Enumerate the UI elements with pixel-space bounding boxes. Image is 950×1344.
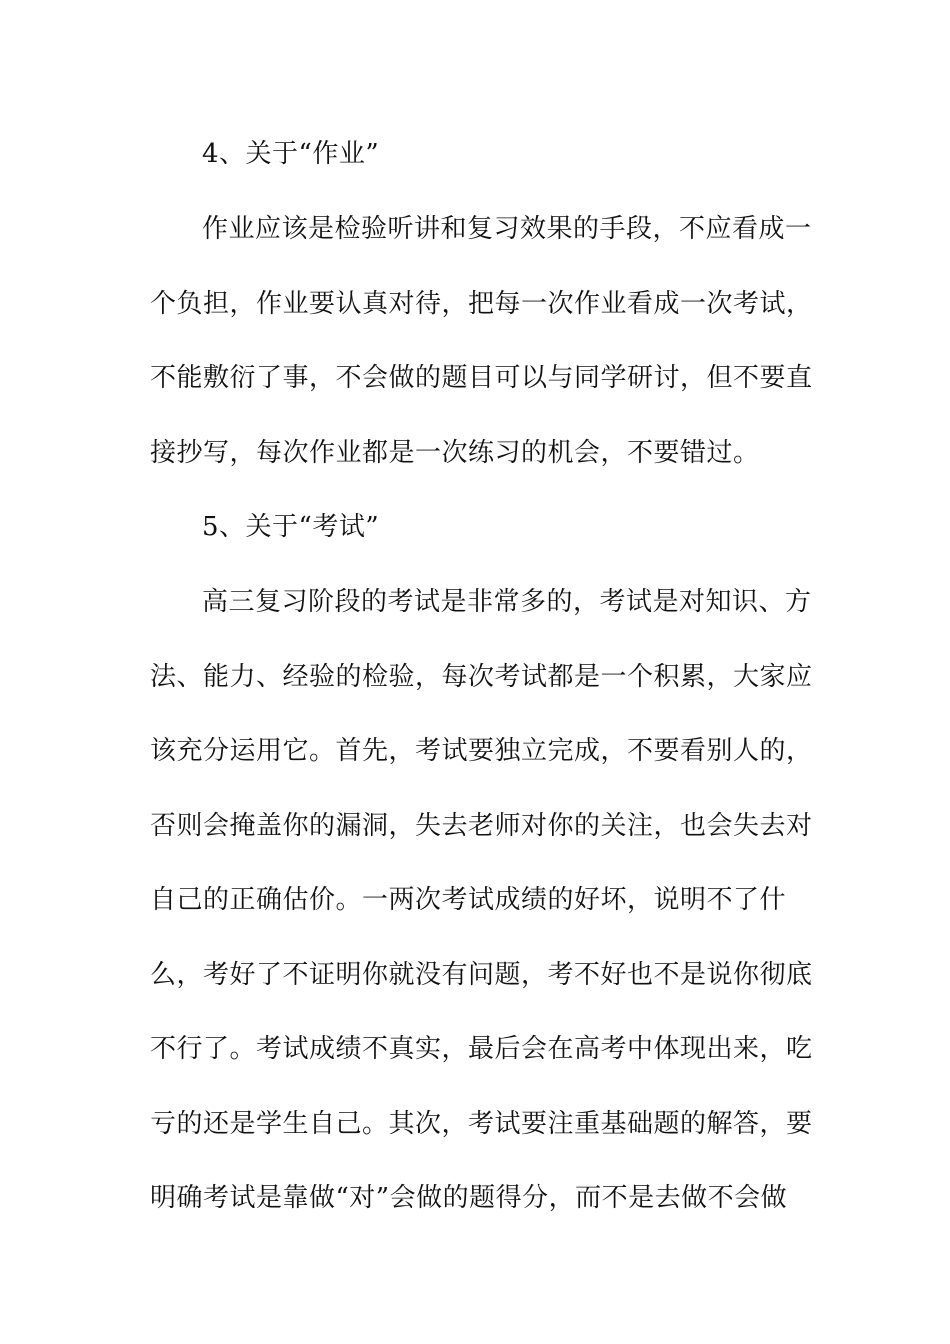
paragraph-line: 不行了。考试成绩不真实，最后会在高考中体现出来，吃: [150, 1034, 813, 1064]
section-heading-homework: 4、关于“作业”: [202, 139, 380, 169]
section-heading-exam: 5、关于“考试”: [202, 512, 380, 542]
paragraph-line: 明确考试是靠做“对”会做的题得分，而不是去做不会做: [150, 1183, 788, 1213]
paragraph-line: 法、能力、经验的检验，每次考试都是一个积累，大家应: [150, 662, 813, 692]
paragraph-line: 个负担，作业要认真对待，把每一次作业看成一次考试，: [150, 289, 813, 319]
paragraph-line: 高三复习阶段的考试是非常多的，考试是对知识、方: [202, 587, 812, 617]
paragraph-line: 该充分运用它。首先，考试要独立完成，不要看别人的，: [150, 736, 813, 766]
paragraph-line: 作业应该是检验听讲和复习效果的手段，不应看成一: [202, 214, 812, 244]
paragraph-line: 自己的正确估价。一两次考试成绩的好坏，说明不了什: [150, 885, 787, 915]
paragraph-line: 亏的还是学生自己。其次，考试要注重基础题的解答，要: [150, 1109, 813, 1139]
paragraph-line: 不能敷衍了事，不会做的题目可以与同学研讨，但不要直: [150, 363, 813, 393]
paragraph-line: 么，考好了不证明你就没有问题，考不好也不是说你彻底: [150, 960, 813, 990]
paragraph-line: 否则会掩盖你的漏洞，失去老师对你的关注，也会失去对: [150, 811, 813, 841]
paragraph-line: 接抄写，每次作业都是一次练习的机会，不要错过。: [150, 438, 760, 468]
